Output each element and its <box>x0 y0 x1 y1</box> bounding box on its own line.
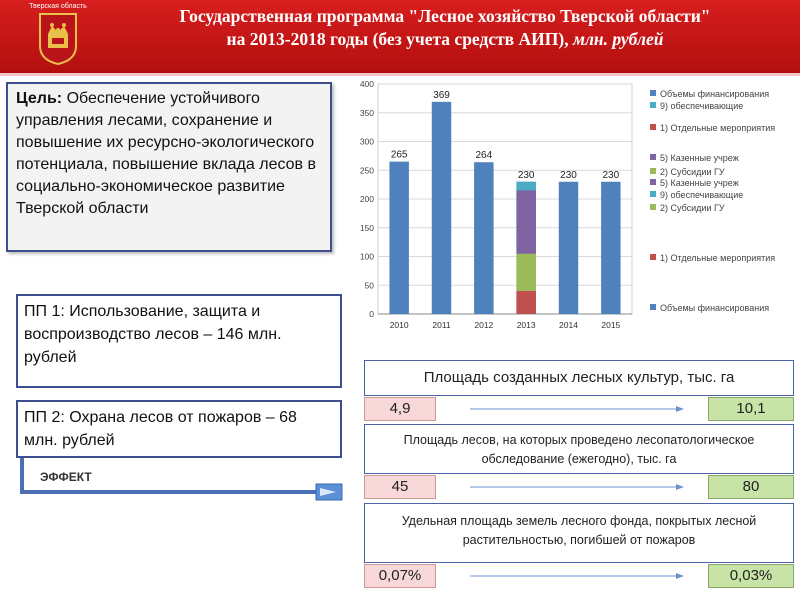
stack-segment-2 <box>516 254 535 291</box>
legend-swatch <box>650 124 656 130</box>
goal-text: Обеспечение устойчивого управления лесами, сохранение и повышение их ресурсно-экологического потенциала, повышение вклада лесов в социально-экономическое развитие Тверской области <box>16 90 316 217</box>
page-title <box>100 5 790 51</box>
legend-entry: 5) Казенные учреж <box>660 178 739 188</box>
title-line-2 <box>100 28 790 51</box>
y-tick-label: 0 <box>369 309 374 319</box>
funding-chart-svg <box>346 76 800 336</box>
region-emblem <box>27 2 89 74</box>
subprogram-2-box: ПП 2: Охрана лесов от пожаров – 68 млн. рублей <box>16 400 342 458</box>
bar-2011 <box>432 102 451 314</box>
title-line-1: Государственная программа "Лесное хозяйство Тверской области" <box>179 6 711 26</box>
bar-value-label: 369 <box>433 89 450 101</box>
y-tick-label: 150 <box>359 222 374 233</box>
bar-2015 <box>601 182 620 314</box>
y-tick-label: 250 <box>359 165 374 176</box>
header-banner <box>0 0 800 76</box>
subprogram-1-box: ПП 1: Использование, защита и воспроизводство лесов – 146 млн. рублей <box>16 294 342 388</box>
legend-swatch <box>650 154 656 160</box>
title-unit: млн. рублей <box>572 29 664 49</box>
stack-segment-4 <box>516 182 535 191</box>
metric-2-title: Площадь лесов, на которых проведено лесопатологическое обследование (ежегодно), тыс. га <box>364 424 794 474</box>
metric-3-arrow-icon <box>470 571 686 581</box>
coat-of-arms-icon <box>38 12 78 66</box>
bar-2010 <box>389 162 408 314</box>
legend-swatch <box>650 90 656 96</box>
metric-1-arrow-icon <box>470 404 686 414</box>
legend-entry: 9) обеспечивающие <box>660 101 744 111</box>
bar-value-label: 230 <box>602 169 620 181</box>
legend-entry: Объемы финансирования <box>660 89 770 99</box>
title-line-2-text: на 2013-2018 годы (без учета средств АИП), <box>226 29 569 49</box>
legend-entry: 9) обеспечивающие <box>660 190 744 200</box>
y-tick-label: 200 <box>359 194 374 204</box>
legend-swatch <box>650 102 656 108</box>
funding-chart <box>346 76 800 336</box>
metric-3-title: Удельная площадь земель лесного фонда, покрытых лесной растительностью, погибшей от пожаров <box>364 503 794 563</box>
effect-arrow <box>20 458 350 504</box>
goal-box <box>6 82 332 252</box>
y-tick-label: 50 <box>364 280 374 291</box>
effect-label: ЭФФЕКТ <box>40 470 92 484</box>
x-tick-label: 2011 <box>432 320 451 330</box>
x-tick-label: 2015 <box>601 320 621 330</box>
stack-segment-1 <box>516 291 535 314</box>
y-tick-label: 100 <box>359 251 374 262</box>
metric-1-before: 4,9 <box>364 397 436 421</box>
metric-3-after: 0,03% <box>708 564 794 588</box>
x-tick-label: 2013 <box>516 320 536 330</box>
y-tick-label: 400 <box>359 79 374 89</box>
legend-entry: 5) Казенные учреж <box>660 153 739 163</box>
legend-swatch <box>650 304 656 310</box>
legend-entry: 1) Отдельные мероприятия <box>660 253 776 263</box>
bar-2014 <box>559 182 578 314</box>
bar-value-label: 264 <box>475 150 493 162</box>
x-tick-label: 2012 <box>474 320 494 330</box>
x-tick-label: 2010 <box>389 320 409 330</box>
legend-swatch <box>650 168 656 174</box>
bar-value-label: 230 <box>517 169 535 181</box>
bar-value-label: 230 <box>560 169 577 181</box>
stack-segment-3 <box>516 190 535 253</box>
metric-1-title: Площадь созданных лесных культур, тыс. га <box>364 360 794 396</box>
bar-value-label: 265 <box>390 149 408 161</box>
metric-1-after: 10,1 <box>708 397 794 421</box>
bar-2012 <box>474 162 493 314</box>
legend-entry: 1) Отдельные мероприятия <box>660 123 776 133</box>
x-tick-label: 2014 <box>559 320 578 330</box>
metric-2-arrow-icon <box>470 482 686 492</box>
legend-swatch <box>650 254 656 260</box>
legend-swatch <box>650 191 656 197</box>
legend-swatch <box>650 179 656 185</box>
legend-swatch <box>650 204 656 210</box>
y-tick-label: 300 <box>359 136 374 147</box>
y-tick-label: 350 <box>359 107 374 118</box>
legend-entry: 2) Субсидии ГУ <box>660 203 725 213</box>
legend-entry: 2) Субсидии ГУ <box>660 167 725 177</box>
goal-label: Цель: <box>16 90 63 107</box>
region-label: Тверская область <box>29 3 87 10</box>
metric-3-before: 0,07% <box>364 564 436 588</box>
metric-2-after: 80 <box>708 475 794 499</box>
metric-2-before: 45 <box>364 475 436 499</box>
legend-entry: Объемы финансирования <box>660 303 770 313</box>
